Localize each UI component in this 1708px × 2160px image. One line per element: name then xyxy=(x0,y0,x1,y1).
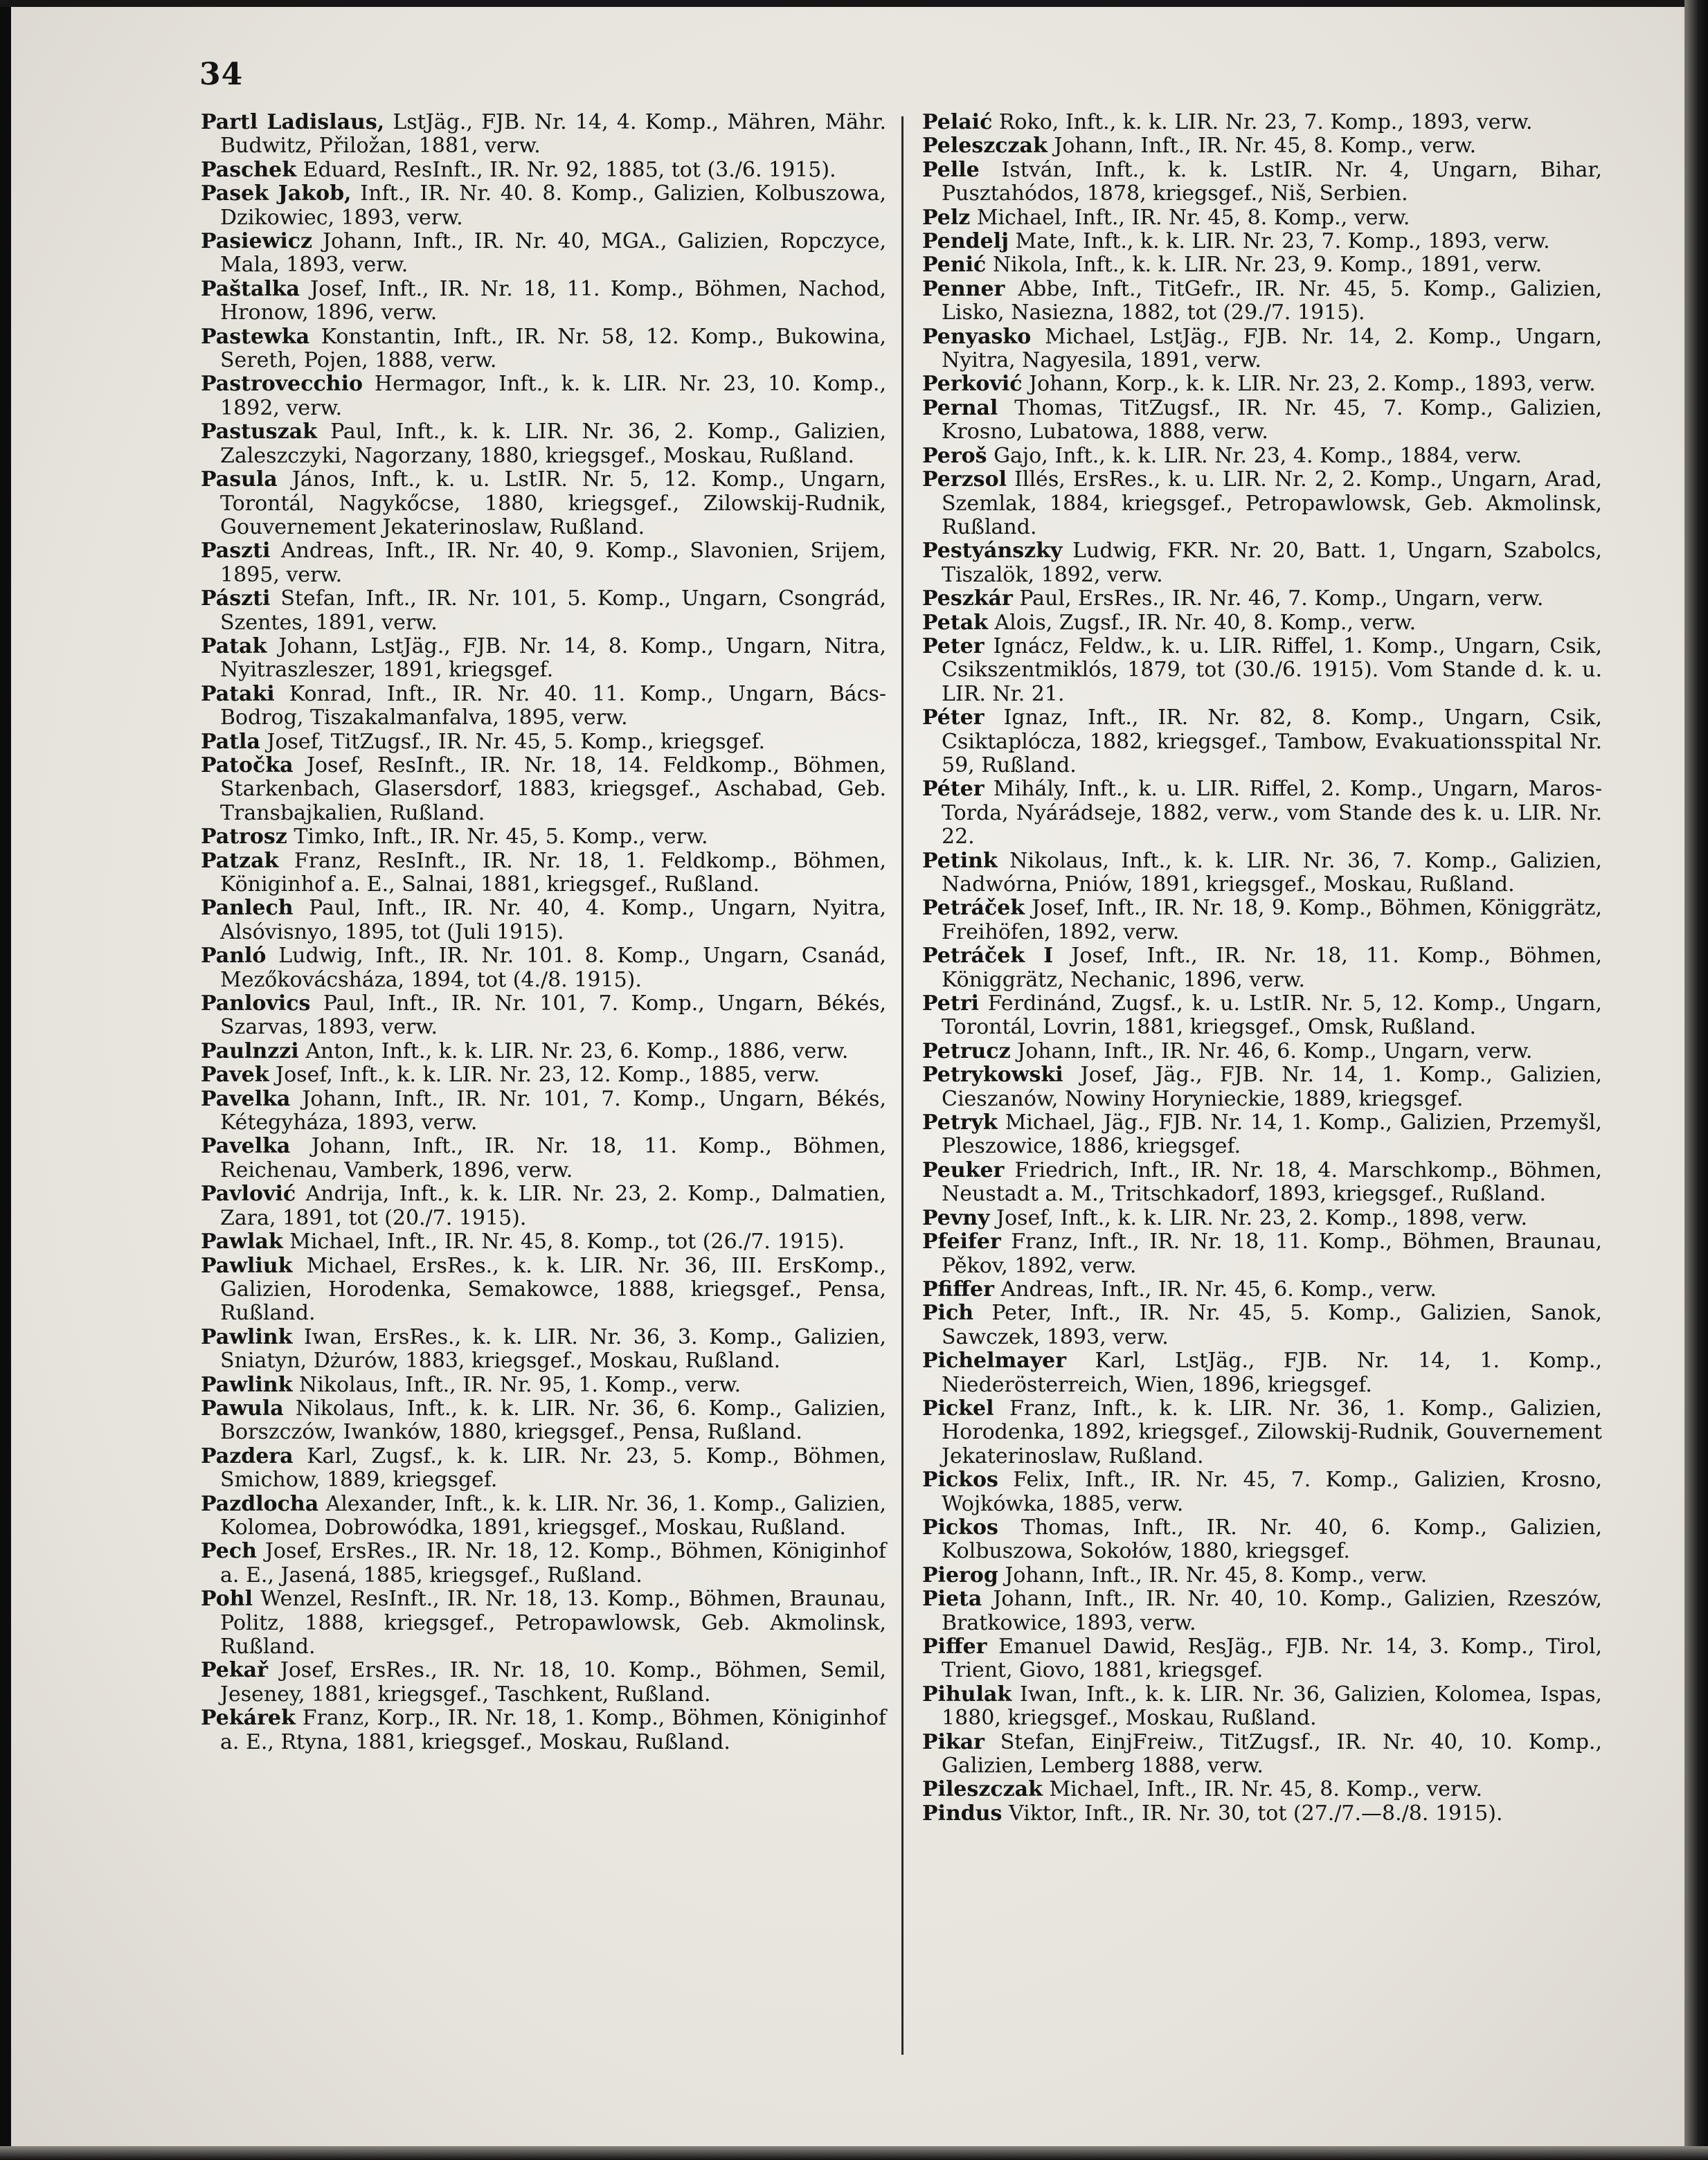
entry-name: Panló xyxy=(201,944,267,969)
roster-entry xyxy=(922,587,1602,611)
entry-name: Pavelka xyxy=(201,1134,291,1159)
roster-entry xyxy=(201,1254,886,1326)
entry-details: Karl, Zugsf., k. k. LIR. Nr. 23, 5. Komp., Böhmen, Smichow, 1889, kriegsgef. xyxy=(220,1443,886,1493)
entry-details: Inft., IR. Nr. 40. 8. Komp., Galizien, Kolbuszowa, Dzikowiec, 1893, verw. xyxy=(220,181,886,230)
entry-details: Michael, Inft., IR. Nr. 45, 8. Komp., tot (26./7. 1915). xyxy=(282,1230,845,1254)
roster-entry xyxy=(922,1778,1602,1801)
scan-border-left xyxy=(0,0,11,2160)
entry-name: Penyasko xyxy=(922,324,1032,349)
entry-name: Pawliuk xyxy=(201,1253,293,1278)
roster-entry xyxy=(201,1445,886,1493)
entry-details: Mihály, Inft., k. u. LIR. Riffel, 2. Komp., Ungarn, Maros-Torda, Nyárádseje, 1882, verw., vom Stande des k. u. LIR. Nr. 22. xyxy=(942,777,1602,849)
roster-entry xyxy=(922,1802,1602,1826)
roster-entry xyxy=(922,849,1602,897)
entry-details: Michael, Inft., IR. Nr. 45, 8. Komp., verw. xyxy=(970,205,1410,230)
entry-name: Perković xyxy=(922,372,1023,397)
entry-name: Pastuszak xyxy=(201,420,317,444)
roster-entry xyxy=(201,159,886,182)
roster-entry xyxy=(922,397,1602,444)
entry-details: Alois, Zugsf., IR. Nr. 40, 8. Komp., verw. xyxy=(987,610,1417,635)
roster-entry xyxy=(201,1540,886,1587)
scan-border-top xyxy=(0,0,1708,7)
right-column xyxy=(922,111,1602,1826)
roster-entry xyxy=(201,1707,886,1754)
roster-entry xyxy=(922,278,1602,325)
entry-details: Hermagor, Inft., k. k. LIR. Nr. 23, 10. Komp., 1892, verw. xyxy=(220,372,886,420)
entry-name: Pataki xyxy=(201,681,275,706)
left-column xyxy=(201,111,886,1754)
roster-entry xyxy=(201,587,886,635)
entry-details: István, Inft., k. k. LstIR. Nr. 4, Ungarn, Bihar, Pusztahódos, 1878, kriegsgef., Niš, Serbien. xyxy=(942,157,1602,206)
entry-name: Perzsol xyxy=(922,467,1007,492)
entry-details: Josef, Inft., IR. Nr. 18, 11. Komp., Böhmen, Nachod, Hronow, 1896, verw. xyxy=(220,276,886,325)
entry-details: Johann, Inft., IR. Nr. 40, 10. Komp., Galizien, Rzeszów, Bratkowice, 1893, verw. xyxy=(942,1587,1602,1635)
entry-details: Karl, LstJäg., FJB. Nr. 14, 1. Komp., Niederösterreich, Wien, 1896, kriegsgef. xyxy=(942,1349,1602,1397)
entry-name: Pikar xyxy=(922,1729,985,1754)
entry-name: Patočka xyxy=(201,753,294,777)
entry-details: Johann, Inft., IR. Nr. 46, 6. Komp., Ungarn, verw. xyxy=(1010,1038,1533,1063)
entry-name: Pihulak xyxy=(922,1682,1012,1707)
entry-name: Pavek xyxy=(201,1063,269,1088)
roster-entry xyxy=(201,1182,886,1230)
entry-details: Josef, Inft., IR. Nr. 18, 11. Komp., Böhmen, Königgrätz, Nechanic, 1896, verw. xyxy=(942,944,1603,992)
roster-entry xyxy=(201,539,886,587)
roster-entry xyxy=(201,1230,886,1254)
roster-entry xyxy=(201,730,886,754)
entry-details: Johann, Inft., IR. Nr. 45, 8. Komp., verw. xyxy=(1047,134,1477,159)
entry-name: Panlovics xyxy=(201,991,311,1016)
entry-details: Johann, Inft., IR. Nr. 101, 7. Komp., Ungarn, Békés, Kétegyháza, 1893, verw. xyxy=(220,1086,886,1135)
roster-entry xyxy=(922,944,1602,992)
entry-details: Andreas, Inft., IR. Nr. 45, 6. Komp., verw. xyxy=(994,1277,1437,1302)
entry-name: Pickos xyxy=(922,1515,998,1540)
entry-details: Josef, Inft., k. k. LIR. Nr. 23, 12. Komp., 1885, verw. xyxy=(269,1063,820,1088)
roster-entry xyxy=(922,1159,1602,1207)
entry-name: Pastrovecchio xyxy=(201,372,363,397)
roster-entry xyxy=(922,539,1602,587)
entry-details: Wenzel, ResInft., IR. Nr. 18, 13. Komp., Böhmen, Braunau, Politz, 1888, kriegsgef., Petropawlowsk, Geb. Akmolinsk, Rußland. xyxy=(220,1587,886,1659)
entry-details: Nikola, Inft., k. k. LIR. Nr. 23, 9. Komp., 1891, verw. xyxy=(986,253,1543,278)
entry-name: Pickos xyxy=(922,1468,998,1493)
roster-entry xyxy=(201,754,886,825)
entry-name: Pelle xyxy=(922,157,980,182)
entry-details: Johann, Inft., IR. Nr. 40, MGA., Galizien, Ropczyce, Mala, 1893, verw. xyxy=(220,229,886,278)
entry-details: Nikolaus, Inft., IR. Nr. 95, 1. Komp., verw. xyxy=(292,1372,741,1397)
entry-details: Josef, Jäg., FJB. Nr. 14, 1. Komp., Galizien, Cieszanów, Nowiny Horynieckie, 1889, kriegsgef. xyxy=(942,1063,1602,1111)
entry-name: Pileszczak xyxy=(922,1777,1043,1802)
entry-name: Petrucz xyxy=(922,1038,1011,1063)
entry-name: Pazdera xyxy=(201,1443,294,1468)
entry-details: LstJäg., FJB. Nr. 14, 4. Komp., Mähren, Mähr. Budwitz, Přiložan, 1881, verw. xyxy=(220,110,886,159)
entry-name: Pasula xyxy=(201,467,278,492)
roster-entry xyxy=(201,1326,886,1374)
entry-details: Johann, Inft., IR. Nr. 18, 11. Komp., Böhmen, Reichenau, Vamberk, 1896, verw. xyxy=(220,1134,886,1182)
entry-name: Pelz xyxy=(922,205,971,230)
entry-name: Pickel xyxy=(922,1396,994,1421)
entry-details: Michael, LstJäg., FJB. Nr. 14, 2. Komp., Ungarn, Nyitra, Nagyesila, 1891, verw. xyxy=(942,324,1602,373)
entry-details: Nikolaus, Inft., k. k. LIR. Nr. 36, 6. Komp., Galizien, Borszczów, Iwanków, 1880, kriegsgef., Pensa, Rußland. xyxy=(220,1396,886,1445)
entry-details: Paul, Inft., IR. Nr. 101, 7. Komp., Ungarn, Békés, Szarvas, 1893, verw. xyxy=(220,991,886,1040)
entry-name: Pászti xyxy=(201,586,271,611)
roster-entry xyxy=(922,372,1602,396)
roster-entry xyxy=(922,1564,1602,1587)
roster-entry xyxy=(922,230,1602,253)
entry-name: Pernal xyxy=(922,395,998,420)
roster-entry xyxy=(922,1587,1602,1635)
entry-details: Josef, ErsRes., IR. Nr. 18, 12. Komp., Böhmen, Königinhof a. E., Jasená, 1885, kriegsgef., Rußland. xyxy=(220,1539,886,1587)
entry-details: Friedrich, Inft., IR. Nr. 18, 4. Marschkomp., Böhmen, Neustadt a. M., Tritschkadorf, 1893, kriegsgef., Rußland. xyxy=(942,1158,1602,1207)
entry-name: Pech xyxy=(201,1539,257,1564)
entry-details: Ludwig, FKR. Nr. 20, Batt. 1, Ungarn, Szabolcs, Tiszalök, 1892, verw. xyxy=(942,539,1602,587)
roster-entry xyxy=(201,944,886,992)
entry-name: Paštalka xyxy=(201,276,300,301)
entry-name: Peter xyxy=(922,633,985,658)
entry-name: Pieta xyxy=(922,1587,982,1612)
entry-name: Peuker xyxy=(922,1158,1005,1182)
entry-details: Peter, Inft., IR. Nr. 45, 5. Komp., Galizien, Sanok, Sawczek, 1893, verw. xyxy=(942,1301,1602,1349)
entry-name: Piffer xyxy=(922,1635,987,1659)
entry-name: Pevny xyxy=(922,1205,990,1230)
entry-details: Emanuel Dawid, ResJäg., FJB. Nr. 14, 3. Komp., Tirol, Trient, Giovo, 1881, kriegsgef. xyxy=(942,1635,1602,1683)
entry-details: Thomas, Inft., IR. Nr. 40, 6. Komp., Galizien, Kolbuszowa, Sokołów, 1880, kriegsgef. xyxy=(942,1515,1602,1564)
roster-entry xyxy=(922,159,1602,206)
roster-entry xyxy=(201,635,886,683)
roster-entry xyxy=(922,1063,1602,1111)
roster-entry xyxy=(201,1040,886,1063)
roster-entry xyxy=(201,111,886,159)
roster-entry xyxy=(922,1516,1602,1564)
roster-entry xyxy=(922,611,1602,635)
roster-entry xyxy=(201,1374,886,1397)
entry-name: Pasek Jakob, xyxy=(201,181,352,206)
entry-name: Paschek xyxy=(201,157,297,182)
entry-name: Pazdlocha xyxy=(201,1491,319,1516)
roster-entry xyxy=(201,897,886,944)
entry-name: Patak xyxy=(201,633,267,658)
roster-entry xyxy=(922,1302,1602,1349)
roster-entry xyxy=(922,706,1602,777)
roster-entry xyxy=(922,444,1602,468)
roster-entry xyxy=(922,253,1602,277)
entry-name: Petrykowski xyxy=(922,1063,1063,1088)
entry-details: Paul, Inft., IR. Nr. 40, 4. Komp., Ungarn, Nyitra, Alsóvisnyo, 1895, tot (Juli 1915). xyxy=(220,896,886,944)
roster-entry xyxy=(922,1207,1602,1230)
entry-details: Stefan, Inft., IR. Nr. 101, 5. Komp., Ungarn, Csongrád, Szentes, 1891, verw. xyxy=(220,586,886,635)
roster-entry xyxy=(201,1088,886,1135)
entry-details: Josef, ErsRes., IR. Nr. 18, 10. Komp., Böhmen, Semil, Jeseney, 1881, kriegsgef., Taschkent, Rußland. xyxy=(220,1658,886,1707)
roster-entry xyxy=(201,683,886,730)
entry-details: Felix, Inft., IR. Nr. 45, 7. Komp., Galizien, Krosno, Wojkówka, 1885, verw. xyxy=(942,1468,1602,1516)
roster-entry xyxy=(201,1493,886,1540)
entry-name: Paulnzzi xyxy=(201,1038,299,1063)
column-divider xyxy=(901,116,904,2055)
roster-entry xyxy=(922,111,1602,134)
roster-entry xyxy=(922,1349,1602,1397)
roster-entry xyxy=(201,849,886,897)
entry-details: Ignácz, Feldw., k. u. LIR. Riffel, 1. Komp., Ungarn, Csik, Csikszentmiklós, 1879, tot (30./6. 1915). Vom Stande d. k. u. LIR. Nr. 21. xyxy=(942,633,1602,706)
roster-entry xyxy=(922,468,1602,539)
entry-details: Iwan, Inft., k. k. LIR. Nr. 36, Galizien, Kolomea, Ispas, 1880, kriegsgef., Moskau, Rußland. xyxy=(942,1682,1602,1731)
scan-border-right xyxy=(1684,0,1708,2160)
roster-entry xyxy=(922,206,1602,230)
entry-details: János, Inft., k. u. LstIR. Nr. 5, 12. Komp., Ungarn, Torontál, Nagykőcse, 1880, kriegsgef., Zilowskij-Rudnik, Gouvernement Jekaterinoslaw, Rußland. xyxy=(220,467,886,539)
entry-details: Anton, Inft., k. k. LIR. Nr. 23, 6. Komp., 1886, verw. xyxy=(298,1038,849,1063)
entry-details: Illés, ErsRes., k. u. LIR. Nr. 2, 2. Komp., Ungarn, Arad, Szemlak, 1884, kriegsgef., Petropawlowsk, Geb. Akmolinsk, Rußland. xyxy=(942,467,1602,539)
entry-details: Paul, ErsRes., IR. Nr. 46, 7. Komp., Ungarn, verw. xyxy=(1012,586,1544,611)
roster-entry xyxy=(922,1278,1602,1302)
scan-border-bottom xyxy=(0,2146,1708,2160)
entry-name: Pawlink xyxy=(201,1324,293,1349)
roster-entry xyxy=(922,635,1602,706)
roster-entry xyxy=(201,278,886,325)
entry-details: Michael, ErsRes., k. k. LIR. Nr. 36, III. ErsKomp., Galizien, Horodenka, Semakowce, 1888, kriegsgef., Pensa, Rußland. xyxy=(220,1253,886,1326)
entry-name: Peszkár xyxy=(922,586,1013,611)
roster-entry xyxy=(201,1397,886,1445)
entry-details: Franz, ResInft., IR. Nr. 18, 1. Feldkomp., Böhmen, Königinhof a. E., Salnai, 1881, kriegsgef., Rußland. xyxy=(220,848,886,897)
roster-entry xyxy=(922,1683,1602,1731)
entry-name: Péter xyxy=(922,777,985,802)
entry-name: Panlech xyxy=(201,896,294,921)
entry-details: Josef, ResInft., IR. Nr. 18, 14. Feldkomp., Böhmen, Starkenbach, Glasersdorf, 1883, kriegsgef., Aschabad, Geb. Transbajkalien, Rußland. xyxy=(220,753,886,825)
roster-entry xyxy=(201,468,886,539)
entry-name: Pawlink xyxy=(201,1372,293,1397)
roster-entry xyxy=(201,1587,886,1659)
entry-name: Pich xyxy=(922,1301,974,1326)
entry-details: Michael, Inft., IR. Nr. 45, 8. Komp., verw. xyxy=(1042,1777,1483,1802)
entry-details: Abbe, Inft., TitGefr., IR. Nr. 45, 5. Komp., Galizien, Lisko, Nasiezna, 1882, tot (29./7. 1915). xyxy=(942,276,1602,325)
entry-name: Pavelka xyxy=(201,1086,291,1111)
entry-name: Partl Ladislaus, xyxy=(201,110,385,134)
entry-name: Pavlović xyxy=(201,1182,296,1207)
entry-details: Ferdinánd, Zugsf., k. u. LstIR. Nr. 5, 12. Komp., Ungarn, Torontál, Lovrin, 1881, kriegsgef., Omsk, Rußland. xyxy=(942,991,1602,1040)
entry-details: Josef, Inft., k. k. LIR. Nr. 23, 2. Komp., 1898, verw. xyxy=(989,1205,1528,1230)
roster-entry xyxy=(201,1659,886,1707)
entry-details: Johann, Inft., IR. Nr. 45, 8. Komp., verw. xyxy=(998,1563,1428,1587)
entry-name: Petráček I xyxy=(922,944,1054,969)
roster-entry xyxy=(201,182,886,230)
roster-entry xyxy=(201,992,886,1040)
roster-entry xyxy=(922,992,1602,1040)
entry-details: Gajo, Inft., k. k. LIR. Nr. 23, 4. Komp., 1884, verw. xyxy=(987,443,1522,468)
entry-name: Pendelj xyxy=(922,229,1009,254)
entry-name: Pindus xyxy=(922,1801,1003,1826)
entry-name: Pekárek xyxy=(201,1706,296,1731)
entry-details: Timko, Inft., IR. Nr. 45, 5. Komp., verw. xyxy=(287,825,708,849)
roster-entry xyxy=(922,1230,1602,1278)
entry-name: Petak xyxy=(922,610,988,635)
roster-entry xyxy=(201,325,886,373)
roster-entry xyxy=(201,1063,886,1087)
entry-name: Pelaić xyxy=(922,110,993,134)
roster-entry xyxy=(922,897,1602,944)
entry-details: Mate, Inft., k. k. LIR. Nr. 23, 7. Komp., 1893, verw. xyxy=(1008,229,1550,254)
entry-name: Pfeifer xyxy=(922,1230,1001,1254)
roster-entry xyxy=(922,777,1602,849)
roster-entry xyxy=(922,134,1602,158)
entry-details: Johann, Korp., k. k. LIR. Nr. 23, 2. Komp., 1893, verw. xyxy=(1022,372,1596,397)
entry-name: Pawula xyxy=(201,1396,284,1421)
roster-entry xyxy=(922,1111,1602,1159)
entry-name: Pierog xyxy=(922,1563,998,1587)
roster-entry xyxy=(922,1731,1602,1779)
roster-entry xyxy=(922,325,1602,373)
entry-details: Franz, Inft., k. k. LIR. Nr. 36, 1. Komp., Galizien, Horodenka, 1892, kriegsgef., Zilowskij-Rudnik, Gouvernement Jekaterinoslaw, Rußland. xyxy=(942,1396,1602,1468)
entry-name: Petri xyxy=(922,991,979,1016)
roster-entry xyxy=(922,1635,1602,1683)
entry-details: Stefan, EinjFreiw., TitZugsf., IR. Nr. 40, 10. Komp., Galizien, Lemberg 1888, verw. xyxy=(942,1729,1602,1779)
entry-details: Nikolaus, Inft., k. k. LIR. Nr. 36, 7. Komp., Galizien, Nadwórna, Pniów, 1891, kriegsgef., Moskau, Rußland. xyxy=(942,848,1602,897)
entry-details: Johann, LstJäg., FJB. Nr. 14, 8. Komp., Ungarn, Nitra, Nyitraszleszer, 1891, kriegsgef. xyxy=(220,633,886,683)
entry-name: Pasiewicz xyxy=(201,229,313,254)
entry-details: Michael, Jäg., FJB. Nr. 14, 1. Komp., Galizien, Przemyšl, Pleszowice, 1886, kriegsgef. xyxy=(942,1110,1602,1159)
entry-name: Patzak xyxy=(201,848,279,873)
entry-details: Alexander, Inft., k. k. LIR. Nr. 36, 1. Komp., Galizien, Kolomea, Dobrowódka, 1891, kriegsgef., Moskau, Rußland. xyxy=(220,1491,886,1540)
entry-name: Petráček xyxy=(922,896,1025,921)
page-number: 34 xyxy=(199,57,244,92)
entry-name: Pohl xyxy=(201,1587,253,1612)
entry-details: Paul, Inft., k. k. LIR. Nr. 36, 2. Komp., Galizien, Zaleszczyki, Nagorzany, 1880, kriegsgef., Moskau, Rußland. xyxy=(220,420,886,468)
entry-name: Paszti xyxy=(201,539,271,564)
entry-name: Pfiffer xyxy=(922,1277,994,1302)
entry-details: Franz, Korp., IR. Nr. 18, 1. Komp., Böhmen, Königinhof a. E., Rtyna, 1881, kriegsgef., Moskau, Rußland. xyxy=(220,1706,886,1754)
entry-name: Pastewka xyxy=(201,324,310,349)
entry-name: Pestyánszky xyxy=(922,539,1063,564)
entry-details: Iwan, ErsRes., k. k. LIR. Nr. 36, 3. Komp., Galizien, Sniatyn, Dżurów, 1883, kriegsgef., Moskau, Rußland. xyxy=(220,1324,886,1374)
entry-details: Andreas, Inft., IR. Nr. 40, 9. Komp., Slavonien, Srijem, 1895, verw. xyxy=(220,539,886,587)
entry-details: Josef, Inft., IR. Nr. 18, 9. Komp., Böhmen, Königgrätz, Freihöfen, 1892, verw. xyxy=(942,896,1602,944)
entry-details: Thomas, TitZugsf., IR. Nr. 45, 7. Komp., Galizien, Krosno, Lubatowa, 1888, verw. xyxy=(942,395,1602,444)
entry-name: Peroš xyxy=(922,443,987,468)
entry-details: Eduard, ResInft., IR. Nr. 92, 1885, tot (3./6. 1915). xyxy=(296,157,836,182)
roster-entry xyxy=(201,230,886,278)
entry-name: Patla xyxy=(201,729,260,754)
entry-details: Roko, Inft., k. k. LIR. Nr. 23, 7. Komp., 1893, verw. xyxy=(992,110,1533,134)
roster-entry xyxy=(922,1040,1602,1063)
entry-name: Pichelmayer xyxy=(922,1349,1067,1374)
entry-details: Franz, Inft., IR. Nr. 18, 11. Komp., Böhmen, Braunau, Pěkov, 1892, verw. xyxy=(942,1230,1602,1278)
entry-details: Konrad, Inft., IR. Nr. 40. 11. Komp., Ungarn, Bács-Bodrog, Tiszakalmanfalva, 1895, verw. xyxy=(220,681,886,730)
entry-name: Petink xyxy=(922,848,998,873)
entry-name: Penić xyxy=(922,253,987,278)
roster-entry xyxy=(201,1135,886,1182)
entry-name: Pekař xyxy=(201,1658,268,1683)
entry-name: Patrosz xyxy=(201,825,287,849)
entry-name: Petryk xyxy=(922,1110,998,1135)
entry-name: Péter xyxy=(922,705,985,730)
roster-entry xyxy=(201,372,886,420)
entry-name: Pawlak xyxy=(201,1230,283,1254)
entry-name: Peleszczak xyxy=(922,134,1048,159)
entry-details: Andrija, Inft., k. k. LIR. Nr. 23, 2. Komp., Dalmatien, Zara, 1891, tot (20./7. 1915). xyxy=(220,1182,886,1230)
roster-entry xyxy=(922,1397,1602,1468)
entry-details: Ludwig, Inft., IR. Nr. 101. 8. Komp., Ungarn, Csanád, Mezőkovácsháza, 1894, tot (4./8. 1915). xyxy=(220,944,886,992)
entry-name: Penner xyxy=(922,276,1005,301)
roster-entry xyxy=(201,420,886,468)
entry-details: Viktor, Inft., IR. Nr. 30, tot (27./7.—8./8. 1915). xyxy=(1002,1801,1503,1826)
entry-details: Ignaz, Inft., IR. Nr. 82, 8. Komp., Ungarn, Csik, Csiktaplócza, 1882, kriegsgef., Tambow, Evakuationsspital Nr. 59, Rußland. xyxy=(942,705,1602,777)
roster-entry xyxy=(201,825,886,849)
roster-entry xyxy=(922,1468,1602,1516)
entry-details: Josef, TitZugsf., IR. Nr. 45, 5. Komp., kriegsgef. xyxy=(260,729,766,754)
entry-details: Konstantin, Inft., IR. Nr. 58, 12. Komp., Bukowina, Sereth, Pojen, 1888, verw. xyxy=(220,324,886,373)
